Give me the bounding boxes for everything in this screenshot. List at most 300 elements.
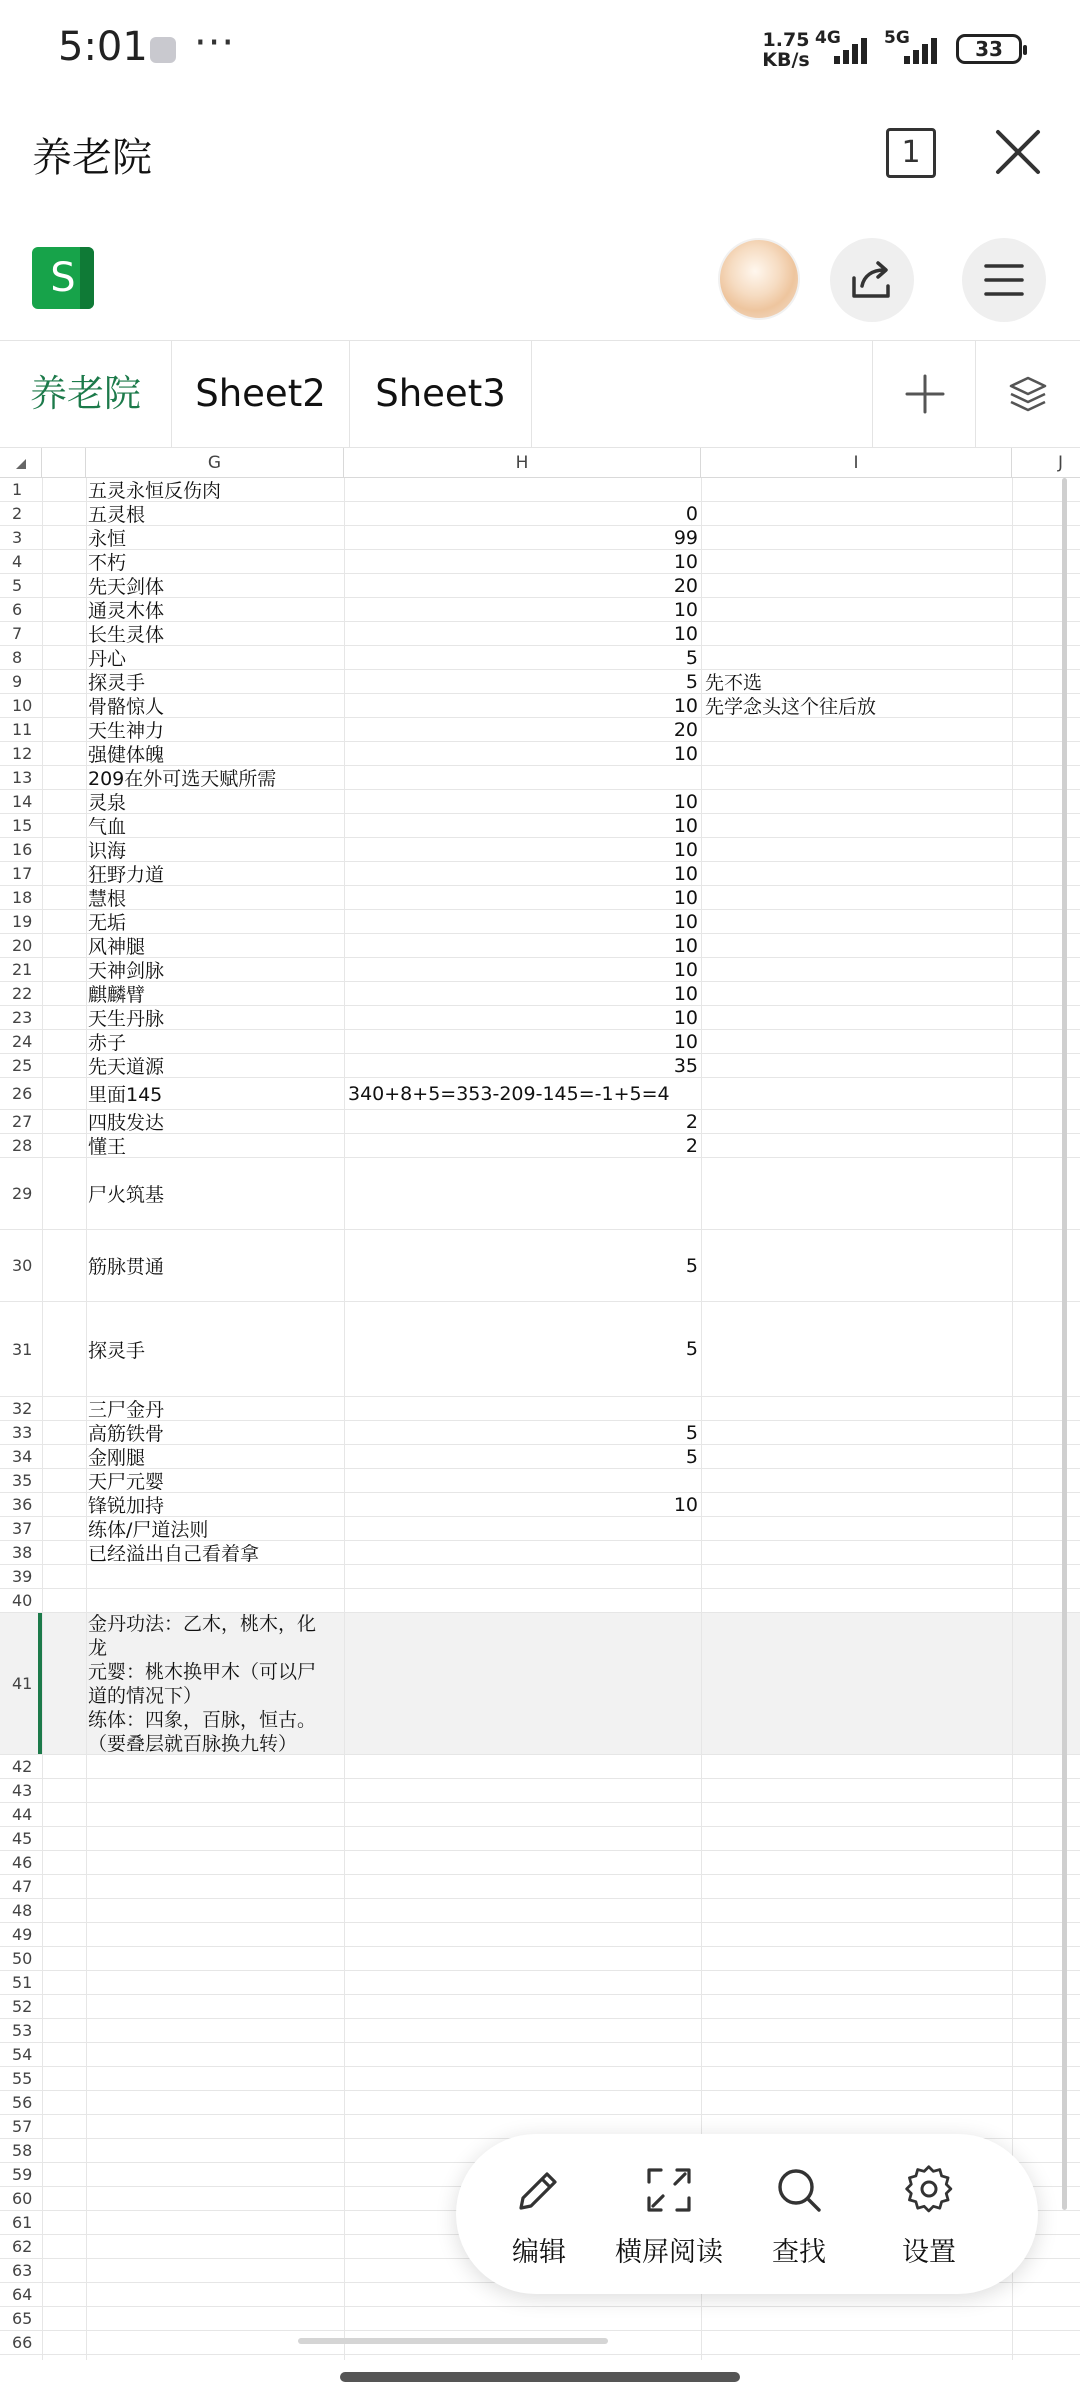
row-number[interactable]: 5 — [12, 576, 23, 595]
cell-i[interactable] — [705, 1899, 1010, 1922]
cell-h[interactable]: 10 — [673, 982, 698, 1005]
cell-i[interactable] — [705, 502, 1010, 525]
cell-g[interactable]: 筋脉贯通 — [88, 1256, 165, 1278]
table-row[interactable] — [0, 2307, 1080, 2331]
cell-g[interactable] — [88, 1755, 340, 1778]
row-number[interactable]: 45 — [12, 1829, 33, 1848]
table-row[interactable] — [0, 598, 1080, 622]
table-row[interactable] — [0, 1755, 1080, 1779]
table-row[interactable] — [0, 1134, 1080, 1158]
cell-h[interactable] — [344, 2019, 698, 2042]
cell-g[interactable]: 金丹功法：乙木，桃木，化 龙 元婴：桃木换甲木（可以尸 道的情况下） 练体：四象，百脉，恒古。 （要叠层就百脉换九转） — [88, 1612, 317, 1755]
cell-h[interactable]: 10 — [673, 862, 698, 885]
cell-g[interactable]: 懂王 — [88, 1136, 127, 1158]
row-number[interactable]: 42 — [12, 1757, 33, 1776]
row-number[interactable]: 34 — [12, 1447, 33, 1466]
row-number[interactable]: 37 — [12, 1519, 33, 1538]
cell-g[interactable]: 识海 — [88, 840, 127, 862]
cell-i[interactable] — [705, 1493, 1010, 1516]
landscape-read-button[interactable] — [604, 2164, 734, 2274]
table-row[interactable] — [0, 1110, 1080, 1134]
cell-h[interactable] — [344, 478, 698, 501]
row-number[interactable]: 63 — [12, 2261, 33, 2280]
row-number[interactable]: 17 — [12, 864, 33, 883]
cell-g[interactable] — [88, 2235, 340, 2258]
cell-g[interactable] — [88, 2211, 340, 2234]
table-row[interactable] — [0, 1923, 1080, 1947]
cell-g[interactable]: 风神腿 — [88, 936, 146, 958]
cell-g[interactable]: 天生丹脉 — [88, 1008, 165, 1030]
table-row[interactable] — [0, 694, 1080, 718]
cell-i[interactable] — [705, 1565, 1010, 1588]
cell-g[interactable] — [88, 1995, 340, 2018]
cell-h[interactable]: 10 — [673, 838, 698, 861]
cell-i[interactable] — [705, 1158, 1010, 1229]
cell-h[interactable] — [344, 1613, 698, 1754]
row-number[interactable]: 3 — [12, 528, 23, 547]
cell-g[interactable]: 永恒 — [88, 528, 127, 550]
row-number[interactable]: 30 — [12, 1256, 33, 1275]
cell-h[interactable] — [344, 1803, 698, 1826]
cell-i[interactable] — [705, 1803, 1010, 1826]
row-number[interactable]: 29 — [12, 1184, 33, 1203]
row-number[interactable]: 58 — [12, 2141, 33, 2160]
cell-h[interactable] — [344, 1851, 698, 1874]
table-row[interactable] — [0, 1493, 1080, 1517]
table-row[interactable] — [0, 1006, 1080, 1030]
row-number[interactable]: 41 — [0, 1613, 42, 1754]
column-header-h[interactable]: H — [344, 448, 701, 478]
row-number[interactable]: 44 — [12, 1805, 33, 1824]
row-number[interactable]: 35 — [12, 1471, 33, 1490]
cell-i[interactable] — [705, 790, 1010, 813]
cell-i[interactable] — [705, 1302, 1010, 1396]
cell-g[interactable]: 赤子 — [88, 1032, 127, 1054]
table-row[interactable] — [0, 886, 1080, 910]
cell-h[interactable]: 99 — [673, 526, 698, 549]
cell-g[interactable]: 高筋铁骨 — [88, 1423, 165, 1445]
cell-h[interactable]: 10 — [673, 694, 698, 717]
table-row[interactable] — [0, 550, 1080, 574]
row-number[interactable]: 56 — [12, 2093, 33, 2112]
cell-i[interactable] — [705, 574, 1010, 597]
cell-h[interactable] — [344, 2307, 698, 2330]
cell-i[interactable] — [705, 886, 1010, 909]
row-number[interactable]: 14 — [12, 792, 33, 811]
cell-g[interactable] — [88, 2091, 340, 2114]
cell-i[interactable] — [705, 982, 1010, 1005]
cell-g[interactable] — [88, 1947, 340, 1970]
settings-button[interactable] — [864, 2164, 994, 2274]
row-number[interactable]: 65 — [12, 2309, 33, 2328]
cell-i[interactable] — [705, 1134, 1010, 1157]
row-number[interactable]: 53 — [12, 2021, 33, 2040]
row-number[interactable]: 2 — [12, 504, 23, 523]
cell-h[interactable]: 10 — [673, 1493, 698, 1516]
tab-sheet2[interactable]: Sheet2 — [172, 341, 350, 447]
cell-h[interactable]: 0 — [685, 502, 698, 525]
row-number[interactable]: 9 — [12, 672, 23, 691]
row-number[interactable]: 64 — [12, 2285, 33, 2304]
table-row[interactable] — [0, 502, 1080, 526]
cell-g[interactable]: 麒麟臂 — [88, 984, 146, 1006]
cell-g[interactable] — [88, 2187, 340, 2210]
row-number[interactable]: 15 — [12, 816, 33, 835]
cell-h[interactable] — [344, 766, 698, 789]
cell-i[interactable] — [705, 550, 1010, 573]
tab-sheet3[interactable]: Sheet3 — [350, 341, 532, 447]
cell-g[interactable]: 金刚腿 — [88, 1447, 146, 1469]
row-number[interactable]: 61 — [12, 2213, 33, 2232]
cell-g[interactable] — [88, 1851, 340, 1874]
cell-g[interactable] — [88, 1923, 340, 1946]
column-header-g[interactable]: G — [86, 448, 344, 478]
table-row[interactable] — [0, 670, 1080, 694]
row-number[interactable]: 21 — [12, 960, 33, 979]
table-row[interactable] — [0, 2019, 1080, 2043]
cell-i[interactable] — [705, 814, 1010, 837]
cell-h[interactable] — [344, 1755, 698, 1778]
cell-i[interactable] — [705, 718, 1010, 741]
cell-g[interactable] — [88, 2283, 340, 2306]
cell-i[interactable] — [705, 1110, 1010, 1133]
cell-h[interactable]: 10 — [673, 742, 698, 765]
cell-h[interactable] — [344, 1469, 698, 1492]
table-row[interactable] — [0, 2043, 1080, 2067]
cell-g[interactable]: 天神剑脉 — [88, 960, 165, 982]
table-row[interactable] — [0, 1517, 1080, 1541]
table-row[interactable] — [0, 1421, 1080, 1445]
row-number[interactable]: 31 — [12, 1339, 33, 1359]
row-number[interactable]: 8 — [12, 648, 23, 667]
cell-g[interactable]: 先天道源 — [88, 1056, 165, 1078]
cell-h[interactable] — [344, 2091, 698, 2114]
row-number[interactable]: 60 — [12, 2189, 33, 2208]
table-row[interactable] — [0, 646, 1080, 670]
cell-g[interactable]: 练体/尸道法则 — [88, 1519, 209, 1541]
cell-i[interactable] — [705, 1971, 1010, 1994]
row-number[interactable]: 48 — [12, 1901, 33, 1920]
cell-i[interactable] — [705, 1827, 1010, 1850]
table-row[interactable] — [0, 1158, 1080, 1230]
cell-h[interactable] — [344, 1995, 698, 2018]
row-number[interactable]: 46 — [12, 1853, 33, 1872]
cell-h[interactable] — [344, 1779, 698, 1802]
table-row[interactable] — [0, 1995, 1080, 2019]
cell-h[interactable]: 2 — [685, 1110, 698, 1133]
cell-i[interactable] — [705, 838, 1010, 861]
table-row[interactable] — [0, 1613, 1080, 1755]
row-number[interactable]: 4 — [12, 552, 23, 571]
cell-h[interactable]: 10 — [673, 550, 698, 573]
cell-g[interactable] — [88, 1875, 340, 1898]
cell-g[interactable]: 骨骼惊人 — [88, 696, 165, 718]
table-row[interactable] — [0, 622, 1080, 646]
cell-g[interactable]: 不朽 — [88, 552, 127, 574]
gesture-nav-handle[interactable] — [340, 2372, 740, 2382]
window-count-button[interactable]: 1 — [886, 128, 936, 178]
cell-h[interactable]: 10 — [673, 958, 698, 981]
row-number[interactable]: 57 — [12, 2117, 33, 2136]
row-number[interactable]: 38 — [12, 1543, 33, 1562]
table-row[interactable] — [0, 2067, 1080, 2091]
row-number[interactable]: 12 — [12, 744, 33, 763]
cell-g[interactable]: 气血 — [88, 816, 127, 838]
row-number[interactable]: 39 — [12, 1567, 33, 1586]
cell-i[interactable] — [705, 1006, 1010, 1029]
cell-i[interactable] — [705, 1947, 1010, 1970]
row-number[interactable]: 25 — [12, 1056, 33, 1075]
table-row[interactable] — [0, 1565, 1080, 1589]
horizontal-scrollbar[interactable] — [298, 2338, 608, 2344]
cell-g[interactable]: 里面145 — [88, 1084, 163, 1106]
table-row[interactable] — [0, 1899, 1080, 1923]
spreadsheet-grid[interactable] — [0, 448, 1080, 2360]
table-row[interactable] — [0, 1541, 1080, 1565]
cell-g[interactable]: 尸火筑基 — [88, 1184, 165, 1206]
cell-i[interactable] — [705, 862, 1010, 885]
close-button[interactable] — [990, 124, 1046, 180]
row-number[interactable]: 49 — [12, 1925, 33, 1944]
select-all-corner[interactable] — [0, 448, 42, 478]
cell-g[interactable] — [88, 1779, 340, 1802]
row-number[interactable]: 59 — [12, 2165, 33, 2184]
table-row[interactable] — [0, 958, 1080, 982]
cell-h[interactable] — [344, 1589, 698, 1612]
cell-h[interactable] — [344, 1565, 698, 1588]
cell-i[interactable] — [705, 1995, 1010, 2018]
cell-g[interactable] — [88, 2259, 340, 2282]
cell-g[interactable] — [88, 1971, 340, 1994]
cell-g[interactable]: 灵泉 — [88, 792, 127, 814]
row-number[interactable]: 32 — [12, 1399, 33, 1418]
cell-g[interactable] — [88, 2115, 340, 2138]
cell-h[interactable]: 10 — [673, 934, 698, 957]
cell-g[interactable]: 五灵永恒反伤肉 — [88, 480, 222, 502]
table-row[interactable] — [0, 1054, 1080, 1078]
avatar[interactable] — [718, 238, 800, 320]
cell-i[interactable] — [705, 2067, 1010, 2090]
table-row[interactable] — [0, 2091, 1080, 2115]
cell-i[interactable] — [705, 1541, 1010, 1564]
row-number[interactable]: 22 — [12, 984, 33, 1003]
cell-i[interactable] — [705, 1517, 1010, 1540]
cell-i[interactable] — [705, 2331, 1010, 2354]
table-row[interactable] — [0, 1779, 1080, 1803]
cell-i[interactable] — [705, 646, 1010, 669]
row-number[interactable]: 28 — [12, 1136, 33, 1155]
cell-g[interactable] — [88, 2307, 340, 2330]
table-row[interactable] — [0, 718, 1080, 742]
cell-h[interactable] — [344, 2043, 698, 2066]
cell-h[interactable]: 10 — [673, 598, 698, 621]
cell-g[interactable]: 探灵手 — [88, 672, 146, 694]
cell-h[interactable] — [344, 1971, 698, 1994]
cell-h[interactable]: 20 — [673, 574, 698, 597]
cell-h[interactable]: 5 — [685, 646, 698, 669]
row-number[interactable]: 66 — [12, 2333, 33, 2352]
cell-i[interactable] — [705, 1923, 1010, 1946]
cell-h[interactable]: 20 — [673, 718, 698, 741]
cell-i[interactable] — [705, 1397, 1010, 1420]
cell-h[interactable]: 5 — [685, 1445, 698, 1468]
row-number[interactable]: 36 — [12, 1495, 33, 1514]
share-button[interactable] — [830, 238, 914, 322]
table-row[interactable] — [0, 1971, 1080, 1995]
table-row[interactable] — [0, 478, 1080, 502]
column-header-i[interactable]: I — [701, 448, 1012, 478]
row-number[interactable]: 13 — [12, 768, 33, 787]
row-number[interactable]: 20 — [12, 936, 33, 955]
row-number[interactable]: 23 — [12, 1008, 33, 1027]
table-row[interactable] — [0, 1803, 1080, 1827]
sheet-list-button[interactable] — [976, 341, 1080, 447]
cell-i[interactable] — [705, 2019, 1010, 2042]
cell-g[interactable]: 无垢 — [88, 912, 127, 934]
cell-h[interactable] — [344, 1158, 698, 1229]
cell-i[interactable] — [705, 1230, 1010, 1301]
row-number[interactable]: 7 — [12, 624, 23, 643]
cell-i[interactable] — [705, 1613, 1010, 1754]
cell-h[interactable] — [344, 1397, 698, 1420]
cell-g[interactable]: 长生灵体 — [88, 624, 165, 646]
cell-i[interactable] — [705, 598, 1010, 621]
cell-h[interactable]: 10 — [673, 1006, 698, 1029]
cell-i[interactable] — [705, 910, 1010, 933]
cell-h[interactable] — [344, 1517, 698, 1540]
cell-h[interactable] — [344, 1947, 698, 1970]
cell-g[interactable] — [88, 1827, 340, 1850]
edit-button[interactable] — [474, 2164, 604, 2274]
row-number[interactable]: 10 — [12, 696, 33, 715]
cell-g[interactable]: 先天剑体 — [88, 576, 165, 598]
table-row[interactable] — [0, 1302, 1080, 1397]
cell-g[interactable] — [88, 1565, 340, 1588]
table-row[interactable] — [0, 814, 1080, 838]
row-number[interactable]: 40 — [12, 1591, 33, 1610]
table-row[interactable] — [0, 526, 1080, 550]
cell-h[interactable] — [344, 2067, 698, 2090]
cell-g[interactable] — [88, 1803, 340, 1826]
cell-i[interactable] — [705, 1851, 1010, 1874]
cell-g[interactable] — [88, 2163, 340, 2186]
table-row[interactable] — [0, 1230, 1080, 1302]
row-number[interactable]: 52 — [12, 1997, 33, 2016]
find-button[interactable] — [734, 2164, 864, 2274]
cell-g[interactable]: 强健体魄 — [88, 744, 165, 766]
table-row[interactable] — [0, 742, 1080, 766]
table-row[interactable] — [0, 1078, 1080, 1110]
table-row[interactable] — [0, 910, 1080, 934]
row-number[interactable]: 54 — [12, 2045, 33, 2064]
cell-i[interactable] — [705, 526, 1010, 549]
cell-h[interactable]: 10 — [673, 1030, 698, 1053]
row-number[interactable]: 33 — [12, 1423, 33, 1442]
cell-i[interactable] — [705, 2091, 1010, 2114]
cell-i[interactable] — [705, 1078, 1010, 1109]
row-number[interactable]: 55 — [12, 2069, 33, 2088]
table-row[interactable] — [0, 1469, 1080, 1493]
cell-g[interactable]: 四肢发达 — [88, 1112, 165, 1134]
cell-h[interactable]: 340+8+5=353-209-145=-1+5=4 — [348, 1082, 670, 1105]
add-sheet-button[interactable] — [872, 341, 976, 447]
cell-g[interactable] — [88, 1899, 340, 1922]
cell-i[interactable] — [705, 958, 1010, 981]
row-number[interactable]: 16 — [12, 840, 33, 859]
column-header-j[interactable]: J — [1012, 448, 1080, 478]
table-row[interactable] — [0, 790, 1080, 814]
cell-i[interactable] — [705, 1589, 1010, 1612]
row-number[interactable]: 24 — [12, 1032, 33, 1051]
cell-g[interactable]: 慧根 — [88, 888, 127, 910]
table-row[interactable] — [0, 838, 1080, 862]
cell-g[interactable] — [88, 2019, 340, 2042]
cell-g[interactable]: 狂野力道 — [88, 864, 165, 886]
cell-i[interactable] — [705, 2043, 1010, 2066]
cell-i[interactable] — [705, 1755, 1010, 1778]
cell-g[interactable]: 五灵根 — [88, 504, 146, 526]
cell-g[interactable]: 已经溢出自己看着拿 — [88, 1543, 260, 1565]
cell-g[interactable]: 锋锐加持 — [88, 1495, 165, 1517]
cell-h[interactable]: 5 — [685, 1421, 698, 1444]
table-row[interactable] — [0, 1851, 1080, 1875]
row-number[interactable]: 43 — [12, 1781, 33, 1800]
table-row[interactable] — [0, 766, 1080, 790]
row-number[interactable]: 11 — [12, 720, 33, 739]
cell-h[interactable] — [344, 1827, 698, 1850]
row-number[interactable]: 1 — [12, 480, 23, 499]
cell-i[interactable] — [705, 1054, 1010, 1077]
cell-h[interactable]: 10 — [673, 886, 698, 909]
row-number[interactable]: 47 — [12, 1877, 33, 1896]
table-row[interactable] — [0, 1947, 1080, 1971]
table-row[interactable] — [0, 574, 1080, 598]
table-row[interactable] — [0, 982, 1080, 1006]
cell-g[interactable] — [88, 1589, 340, 1612]
cell-i[interactable]: 先不选 — [705, 672, 763, 694]
cell-g[interactable] — [88, 2067, 340, 2090]
row-number[interactable]: 50 — [12, 1949, 33, 1968]
menu-button[interactable] — [962, 238, 1046, 322]
cell-i[interactable] — [705, 742, 1010, 765]
cell-h[interactable]: 5 — [685, 1338, 698, 1360]
cell-g[interactable] — [88, 2139, 340, 2162]
row-number[interactable]: 51 — [12, 1973, 33, 1992]
cell-h[interactable]: 2 — [685, 1134, 698, 1157]
cell-h[interactable] — [344, 1923, 698, 1946]
cell-g[interactable]: 天尸元婴 — [88, 1471, 165, 1493]
table-row[interactable] — [0, 1589, 1080, 1613]
table-row[interactable] — [0, 862, 1080, 886]
cell-h[interactable]: 10 — [673, 814, 698, 837]
cell-h[interactable]: 10 — [673, 622, 698, 645]
cell-i[interactable] — [705, 1445, 1010, 1468]
cell-h[interactable] — [344, 1541, 698, 1564]
row-number[interactable]: 27 — [12, 1112, 33, 1131]
table-row[interactable] — [0, 934, 1080, 958]
cell-g[interactable] — [88, 2043, 340, 2066]
table-row[interactable] — [0, 1397, 1080, 1421]
cell-i[interactable] — [705, 766, 1010, 789]
cell-g[interactable]: 209在外可选天赋所需 — [88, 768, 277, 790]
cell-h[interactable] — [344, 1899, 698, 1922]
cell-i[interactable] — [705, 1875, 1010, 1898]
cell-i[interactable] — [705, 1469, 1010, 1492]
cell-i[interactable] — [705, 2307, 1010, 2330]
row-number[interactable]: 26 — [12, 1084, 33, 1103]
cell-g[interactable]: 丹心 — [88, 648, 127, 670]
cell-i[interactable]: 先学念头这个往后放 — [705, 696, 877, 718]
